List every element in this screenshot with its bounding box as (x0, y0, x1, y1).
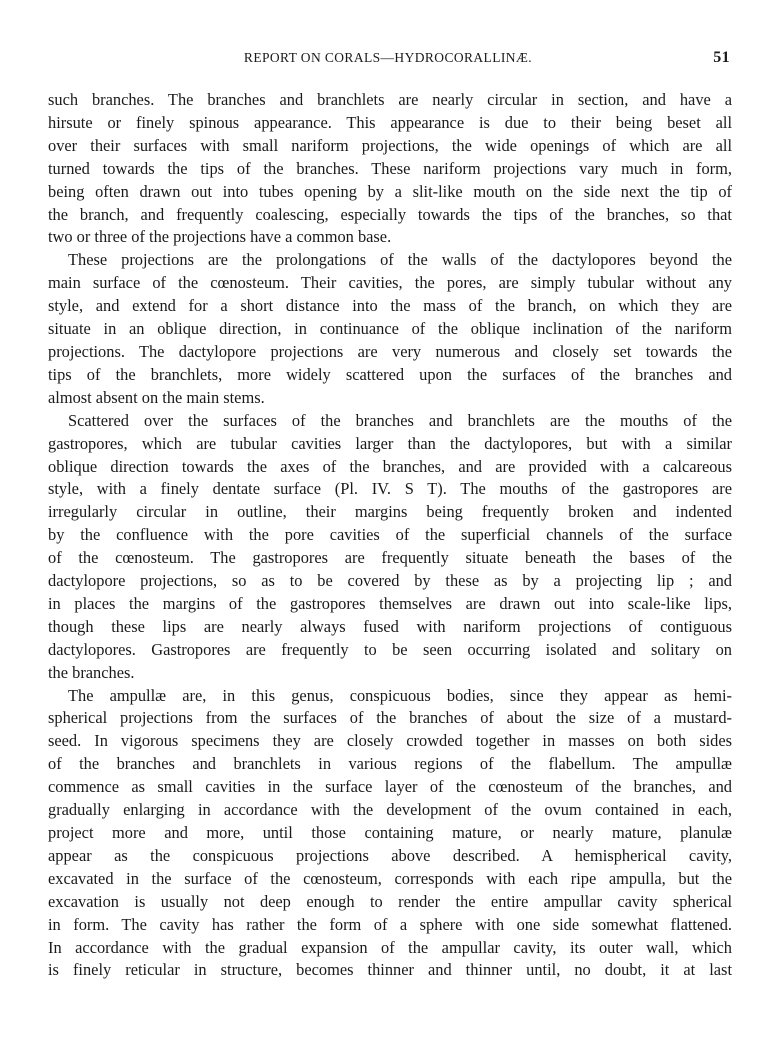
text-line: over their surfaces with small nariform projections, the wide openings of which are all (48, 135, 732, 155)
text-line: dactylopore projections, so as to be covered by these as by a projecting lip ; and (48, 571, 732, 591)
body-text (48, 89, 732, 982)
text-line: situate in an oblique direction, in continuance of the oblique inclination of the nariform (48, 319, 732, 339)
text-line: such branches. The branches and branchlets are nearly circular in section, and have a (48, 90, 732, 109)
text-line: spherical projections from the surfaces of the branches of about the size of a mustard- (48, 708, 732, 728)
text-line: style, with a finely dentate surface (Pl. IV. S T). The mouths of the gastropores are (48, 479, 732, 499)
text-line: in places the margins of the gastropores themselves are drawn out into scale-like lips, (48, 593, 732, 613)
paragraph (48, 410, 732, 685)
text-line: The ampullæ are, in this genus, conspicuous bodies, since they appear as hemi- (68, 685, 732, 705)
text-line: the branches. (48, 662, 135, 682)
text-line: gradually enlarging in accordance with the development of the ovum contained in each, (48, 800, 732, 820)
text-line: tips of the branchlets, more widely scattered upon the surfaces of the branches and (48, 364, 732, 384)
text-line: dactylopores. Gastropores are frequently to be seen occurring isolated and solitary on (48, 639, 732, 659)
text-line: being often drawn out into tubes opening by a slit-like mouth on the side next the tip of (48, 181, 732, 201)
text-line: two or three of the projections have a common base. (48, 227, 392, 247)
text-line: Scattered over the surfaces of the branches and branchlets are the mouths of the (68, 410, 732, 430)
running-head (48, 50, 732, 72)
text-line: In accordance with the gradual expansion of the ampullar cavity, its outer wall, which (48, 937, 732, 957)
text-line: commence as small cavities in the surface layer of the cœnosteum of the branches, and (48, 777, 732, 797)
text-line: gastropores, which are tubular cavities larger than the dactylopores, but with a similar (48, 433, 732, 453)
text-line: projections. The dactylopore projections are very numerous and closely set towards the (48, 341, 732, 361)
text-line: almost absent on the main stems. (48, 387, 265, 407)
text-line: the branch, and frequently coalescing, especially towards the tips of the branches, so that (48, 204, 732, 224)
text-line: is finely reticular in structure, becomes thinner and thinner until, no doubt, it at last (48, 960, 732, 980)
text-line: of the cœnosteum. The gastropores are frequently situate beneath the bases of the (48, 548, 732, 568)
text-line: excavation is usually not deep enough to render the entire ampullar cavity spherical (48, 891, 732, 911)
paragraph (48, 685, 732, 983)
text-line: irregularly circular in outline, their margins being frequently broken and indented (48, 502, 732, 522)
text-line: in form. The cavity has rather the form of a sphere with one side somewhat flattened. (48, 914, 732, 934)
text-line: oblique direction towards the axes of the branches, and are provided with a calcareous (48, 456, 732, 476)
running-title: REPORT ON CORALS—HYDROCORALLINÆ. (243, 50, 533, 65)
text-line: These projections are the prolongations of the walls of the dactylopores beyond the (68, 250, 732, 270)
paragraph (48, 89, 732, 249)
text-line: seed. In vigorous specimens they are closely crowded together in masses on both sides (48, 731, 732, 751)
text-line: by the confluence with the pore cavities of the superficial channels of the surface (48, 525, 732, 545)
text-line: turned towards the tips of the branches. These nariform projections vary much in form, (48, 158, 732, 178)
text-line: of the branches and branchlets in various regions of the flabellum. The ampullæ (48, 754, 732, 774)
text-line: style, and extend for a short distance into the mass of the branch, on which they are (48, 296, 732, 316)
page-number: 51 (713, 49, 730, 66)
text-line: hirsute or finely spinous appearance. This appearance is due to their being beset all (48, 112, 732, 132)
paragraph (48, 249, 732, 409)
text-line: main surface of the cœnosteum. Their cavities, the pores, are simply tubular without any (48, 273, 732, 293)
text-line: appear as the conspicuous projections above described. A hemispherical cavity, (48, 845, 732, 865)
text-line: project more and more, until those containing mature, or nearly mature, planulæ (48, 823, 732, 842)
text-line: though these lips are nearly always fused with nariform projections of contiguous (48, 616, 732, 636)
text-line: excavated in the surface of the cœnosteum, corresponds with each ripe ampulla, but the (48, 868, 732, 888)
